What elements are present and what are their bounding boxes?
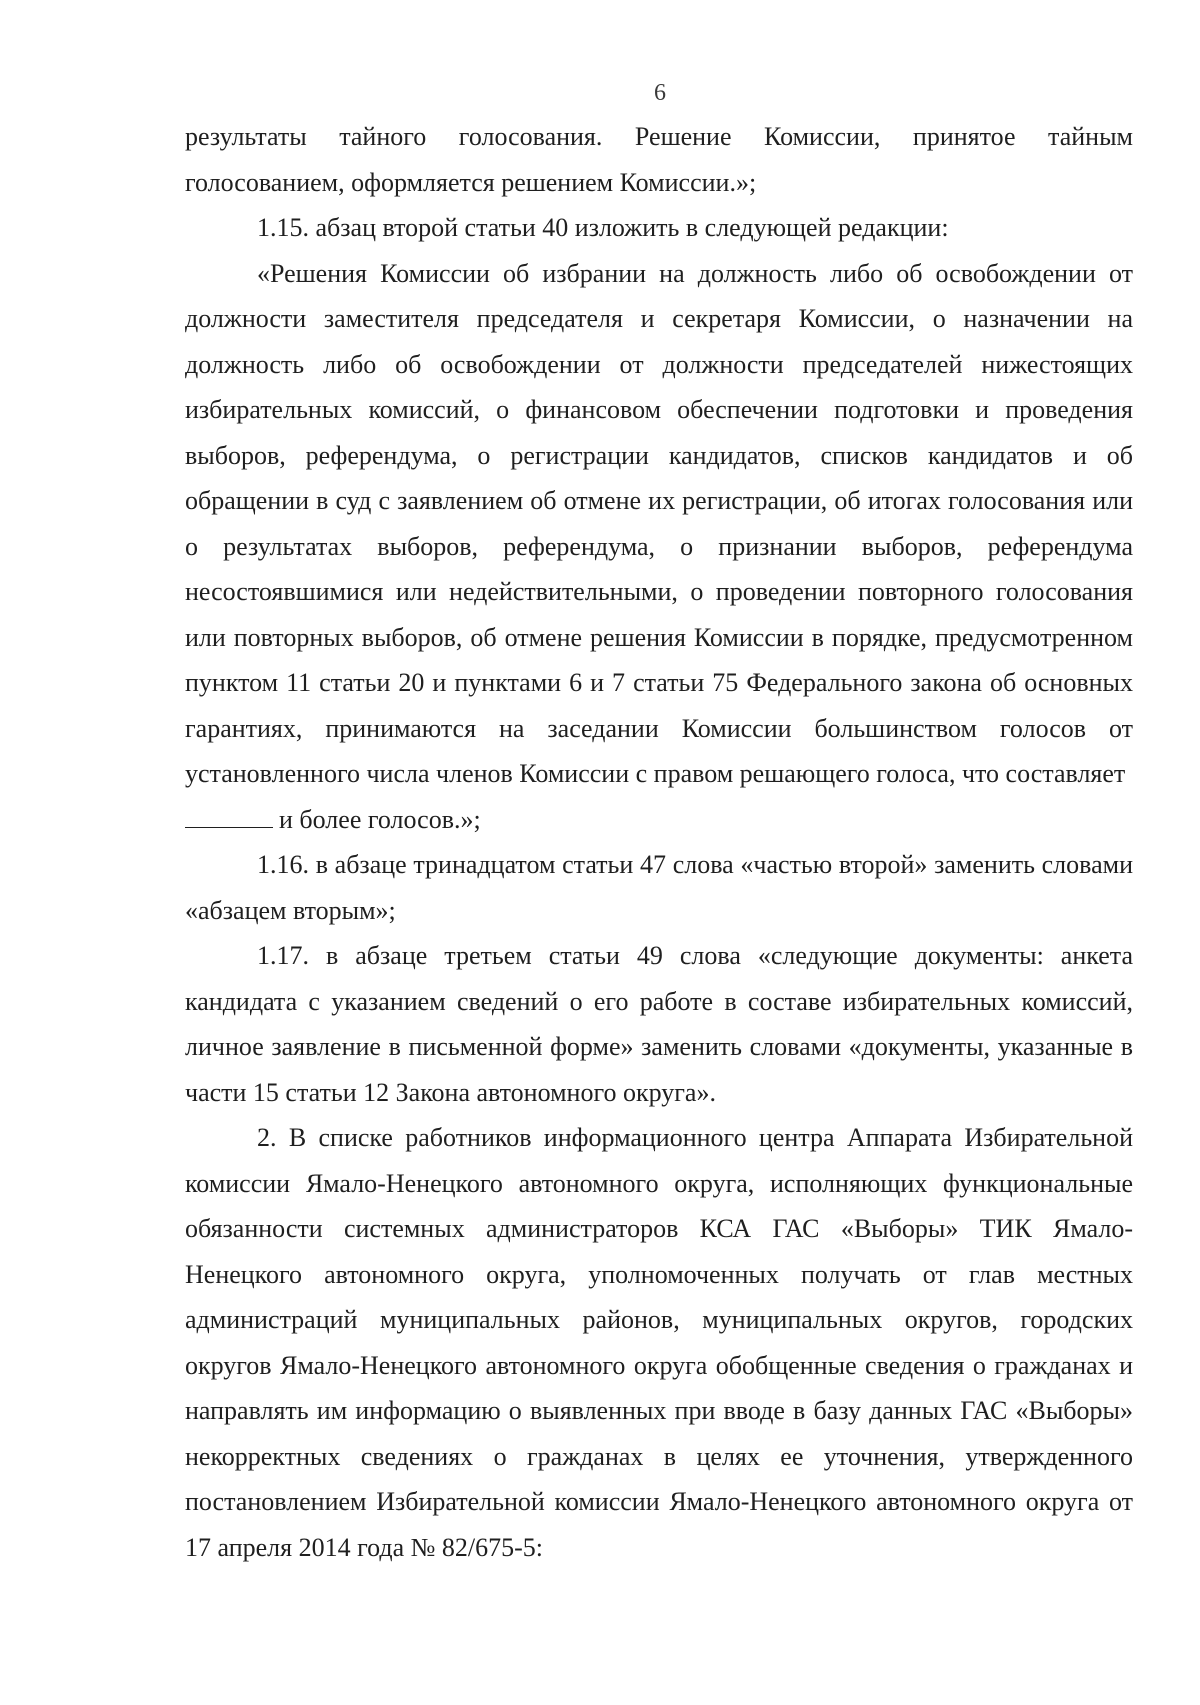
paragraph-item-1-17: 1.17. в абзаце третьем статьи 49 слова «следующие документы: анкета кандидата с указанием сведений о его работе в составе избирательных комиссий, личное заявление в письменной форме» заменить словами «документы, указанные в части 15 статьи 12 Закона автономного округа». xyxy=(185,941,1133,1107)
paragraph-item-2: 2. В списке работников информационного центра Аппарата Избирательной комиссии Ямало-Ненецкого автономного округа, исполняющих функциональные обязанности системных администраторов КСА ГАС «Выборы» ТИК Ямало-Ненецкого автономного округа, уполномоченных получать от глав местных администраций муниципальных районов, муниципальных округов, городских округов Ямало-Ненецкого автономного округа обобщенные сведения о гражданах и направлять им информацию о выявленных при вводе в базу данных ГАС «Выборы» некорректных сведениях о гражданах в целях ее уточнения, утвержденного постановлением Избирательной комиссии Ямало-Ненецкого автономного округа от 17 апреля 2014 года № 82/675-5: xyxy=(185,1123,1133,1562)
paragraph-item-1-15: 1.15. абзац второй статьи 40 изложить в следующей редакции: xyxy=(257,213,949,242)
page-number: 6 xyxy=(654,80,666,106)
paragraph-blank-votes-text: и более голосов.»; xyxy=(279,804,481,834)
paragraph-continuation: результаты тайного голосования. Решение Комиссии, принятое тайным голосованием, оформляется решением Комиссии.»; xyxy=(185,122,1133,197)
document-body xyxy=(185,114,1133,1570)
paragraph-item-1-16: 1.16. в абзаце тринадцатом статьи 47 слова «частью второй» заменить словами «абзацем вторым»; xyxy=(185,850,1133,925)
paragraph-quoted-decision: «Решения Комиссии об избрании на должность либо об освобождении от должности заместителя председателя и секретаря Комиссии, о назначении на должность либо об освобождении от должности председателей нижестоящих избирательных комиссий, о финансовом обеспечении подготовки и проведения выборов, референдума, о регистрации кандидатов, списков кандидатов и об обращении в суд с заявлением об отмене их регистрации, об итогах голосования или о результатах выборов, референдума, о признании выборов, референдума несостоявшимися или недействительными, о проведении повторного голосования или повторных выборов, об отмене решения Комиссии в порядке, предусмотренном пунктом 11 статьи 20 и пунктами 6 и 7 статьи 75 Федерального закона об основных гарантиях, принимаются на заседании Комиссии большинством голосов от установленного числа членов Комиссии с правом решающего голоса, что составляет xyxy=(185,258,1133,788)
fill-in-blank xyxy=(185,805,273,828)
paragraph-blank-votes xyxy=(185,797,1133,843)
